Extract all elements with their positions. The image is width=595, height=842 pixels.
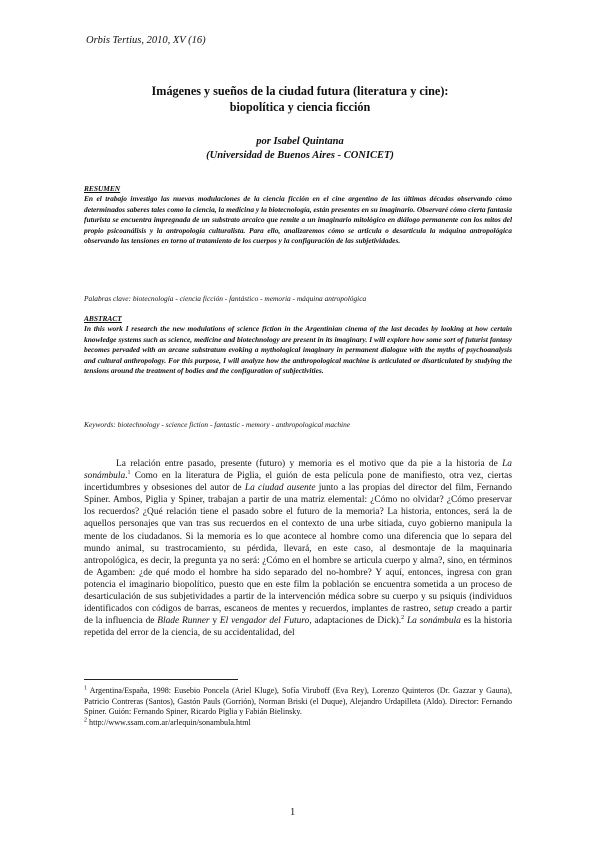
author-name: por Isabel Quintana xyxy=(256,136,344,147)
film-title: El vengador del Futuro xyxy=(219,616,310,627)
footnote-marker: 2 xyxy=(84,717,87,724)
keywords-label: Keywords: xyxy=(84,420,116,429)
palabras-clave-text: biotecnología - ciencia ficción - fantástico - memoria - máquina antropológica xyxy=(132,294,367,303)
title-line-2: biopolítica y ciencia ficción xyxy=(229,100,371,114)
body-text-segment: Como en la literatura de Piglia, el guión de esta película pone de manifiesto, otra vez, ciertas incertidumbres y obsesiones del autor de xyxy=(84,471,512,494)
italic-term: setup xyxy=(433,604,454,615)
resumen-heading: RESUMEN xyxy=(84,184,121,193)
journal-citation: Orbis Tertius, 2010, XV (16) xyxy=(86,35,206,46)
title-line-1: Imágenes y sueños de la ciudad futura (literatura y cine): xyxy=(151,84,449,98)
footnote-link[interactable]: http://www.ssam.com.ar/arlequin/sonambula.html xyxy=(87,718,251,728)
abstract-heading: ABSTRACT xyxy=(84,314,122,323)
film-title: La sonámbula xyxy=(84,459,512,482)
author-block xyxy=(100,135,500,163)
author-affiliation: (Universidad de Buenos Aires - CONICET) xyxy=(206,150,394,161)
keywords xyxy=(84,420,512,430)
resumen-text: En el trabajo investigo las nuevas modulaciones de la ciencia ficción en el cine argentino de las últimas décadas observando cómo determinados saberes tales como la ciencia, la medicina y la biotecnología, están presentes en su imaginario. Observaré cómo cierta fantasía futurista se encuentra impregnada de un substrato arcaico que remite a un imaginario mitológico en diálogo permanente con los mitos del propio psicoanálisis y la antropología culturalista. Para ello, analizaremos cómo se articula o desarticula la máquina antropológica observando las tensiones en torno al tratamiento de los cuerpos y la configuración de las subjetividades. xyxy=(84,194,512,246)
footnote-text: Argentina/España, 1998: Eusebio Poncela (Ariel Kluge), Sofía Viruboff (Eva Rey), Lorenzo Quinteros (Dr. Gazzar y Gauna), Patricio Contreras (Santos), Gastón Pauls (Gorrión), Norman Briski (el Duque), Alejandro Urdapilleta (Aldo). Director: Fernando Spiner. Guión: Fernando Spiner, Ricardo Piglia y Fabián Bielinsky. xyxy=(84,686,512,717)
body-text-segment: , adaptaciones de Dick). xyxy=(309,616,402,627)
abstract-text: In this work I research the new modulations of science fiction in the Argentinian cinema of the last decades by looking at how certain knowledge systems such as science, medicine and biotechnology are present in its imaginary. I will explore how some sort of futurist fantasy becomes pervaded with an arcane substratum evoking a mythological imaginary in permanent dialogue with the myths of psychoanalysis and cultural anthropology. For this purpose, I will analyze how the anthropological machine is articulated or disarticulated by studying the tensions around the treatment of bodies and the configuration of subjectivities. xyxy=(84,324,512,376)
article-title xyxy=(100,83,500,115)
palabras-clave-label: Palabras clave: xyxy=(84,294,131,303)
palabras-clave xyxy=(84,294,512,304)
film-title: Blade Runner xyxy=(157,616,210,627)
body-text-segment: La relación entre pasado, presente (futuro) y memoria es el motivo que da pie a la historia de xyxy=(116,459,503,469)
body-text-segment: creado a partir de la influencia de xyxy=(84,604,512,627)
footnote-1 xyxy=(84,686,512,718)
keywords-text: biotechnology - science fiction - fantastic - memory - anthropological machine xyxy=(117,420,351,429)
film-title: La sonámbula xyxy=(406,616,461,627)
footnote-ref[interactable]: 1 xyxy=(127,469,131,476)
resumen-section xyxy=(84,184,512,246)
footnotes xyxy=(84,686,512,729)
page-number: 1 xyxy=(290,807,296,818)
body-text-segment: y xyxy=(209,616,220,627)
body-paragraph: La relación entre pasado, presente (futuro) y memoria es el motivo que da pie a la historia de La sonámbula.$^1$ Como en la literatura de Piglia, el guión de esta película pone de manifiesto, otra vez, ciertas incertidumbres y obsesiones del autor de La ciudad ausente junto a las propias del director del film, Fernando Spiner. Ambos, Piglia y Spiner, trabajan a partir de una matriz elemental: ¿Cómo no olvidar? ¿Cómo preservar los recuerdos? ¿Qué relación tiene el pasado sobre el futuro de la memoria? La historia, entonces, será la de aquellos personajes que van tras sus recuerdos en el contexto de una urbe sitiada, cuyo gobierno manipula la mente de los ciudadanos. Si la memoria es lo que acontece al hombre como una diferencia que lo separa del mundo animal, su trastrocamiento, su pérdida, llevará, en este caso, al desmontaje de la maquinaria antropológica, es decir, la pregunta ya no será: ¿Cómo en el hombre se articula cuerpo y alma?, sino, en términos de Agamben: ¿de qué modo el hombre ha sido separado del no-hombre? Y aquí, entonces, ingresa con gran potencia el imaginario biopolítico, puesto que en este film la población se encuentra sometida a un proceso de desarticulación de sus subjetividades a partir de la intervención médica sobre su cuerpo y su psiquis (individuos identificados con códigos de barras, escaneos de mentes y recuerdos, implantes de rastreo, setup creado a partir de la influencia de Blade Runner y El vengador del Futuro, adaptaciones de Dick).$^2$ La sonámbula es la historia repetida del error de la ciencia, de su accidentalidad, del xyxy=(84,459,513,639)
abstract-section xyxy=(84,314,512,376)
footnote-marker: 1 xyxy=(84,685,87,692)
body-text-segment: es la historia repetida del error de la ciencia, de su accidentalidad, del xyxy=(84,616,513,639)
novel-title: La ciudad ausente xyxy=(244,483,316,494)
footnote-2 xyxy=(84,718,512,729)
footnote-divider xyxy=(84,679,238,680)
body-text-segment: junto a las propias del director del film, Fernando Spiner. Ambos, Piglia y Spiner, trabajan a partir de una matriz elemental: ¿Cómo no olvidar? ¿Cómo preservar los recuerdos? ¿Qué relación tiene el pasado sobre el futuro de la memoria? La historia, entonces, será la de aquellos personajes que van tras sus recuerdos en el contexto de una urbe sitiada, cuyo gobierno manipula la mente de los ciudadanos. Si la memoria es lo que acontece al hombre como una diferencia que lo separa del mundo animal, su trastrocamiento, su pérdida, llevará, en este caso, al desmontaje de la maquinaria antropológica, es decir, la pregunta ya no será: ¿Cómo en el hombre se articula cuerpo y alma?, sino, en términos de Agamben: ¿de qué modo el hombre ha sido separado del no-hombre? Y aquí, entonces, ingresa con gran potencia el imaginario biopolítico, puesto que en este film la población se encuentra sometida a un proceso de desarticulación de sus subjetividades a partir de la intervención médica sobre su cuerpo y su psiquis (individuos identificados con códigos de barras, escaneos de mentes y recuerdos, implantes de rastreo, xyxy=(84,483,512,615)
footnote-ref[interactable]: 2 xyxy=(401,615,405,622)
